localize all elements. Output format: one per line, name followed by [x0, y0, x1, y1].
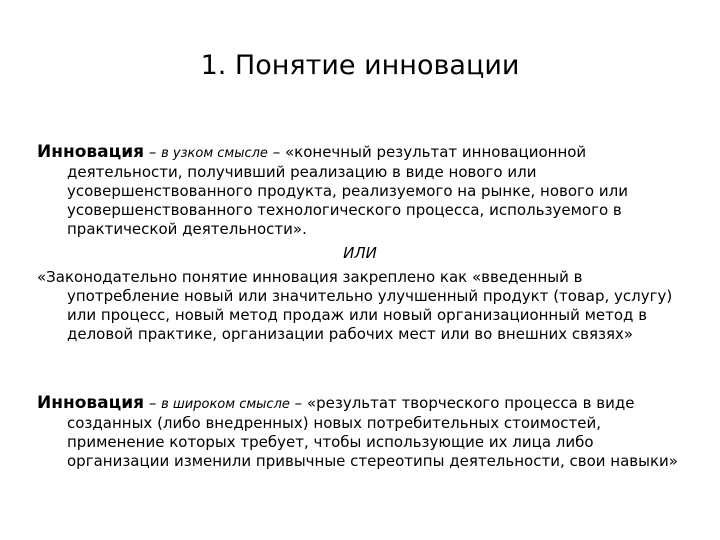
definition-broad-dash-2: – — [289, 394, 307, 412]
definition-narrow-text: «конечный результат инновационной деятельности, получивший реализацию в виде нового или усовершенствованного продукта, реализуемого на рынке, нового или усовершенствованного технологического процесса, используемого в практической деятельности». — [67, 143, 628, 238]
slide-title: 1. Понятие инновации — [200, 50, 520, 81]
definition-broad-sense: в широком смысле — [161, 397, 290, 412]
definition-narrow-sense: в узком смысле — [161, 146, 268, 161]
definition-broad — [37, 394, 692, 471]
definition-narrow-term: Инновация — [37, 142, 145, 162]
legal-definition: «Законодательно понятие инновация закреплено как «введенный в употребление новый или значительно улучшенный продукт (товар, услугу) или процесс, новый метод продаж или новый организационный метод в деловой практике, организации рабочих мест или во внешних связях» — [37, 268, 673, 343]
definition-broad-dash-1: – — [144, 394, 162, 412]
definition-narrow-dash-1: – — [144, 143, 162, 161]
separator-ili: ИЛИ — [343, 244, 377, 262]
definition-narrow-dash-2: – — [267, 143, 285, 161]
definition-narrow — [37, 143, 692, 239]
definition-broad-text: «результат творческого процесса в виде созданных (либо внедренных) новых потребительных стоимостей, применение которых требует, чтобы использующие их лица либо организации изменили привычные стереотипы деятельности, свои навыки» — [67, 394, 678, 470]
definition-broad-term: Инновация — [37, 393, 145, 413]
